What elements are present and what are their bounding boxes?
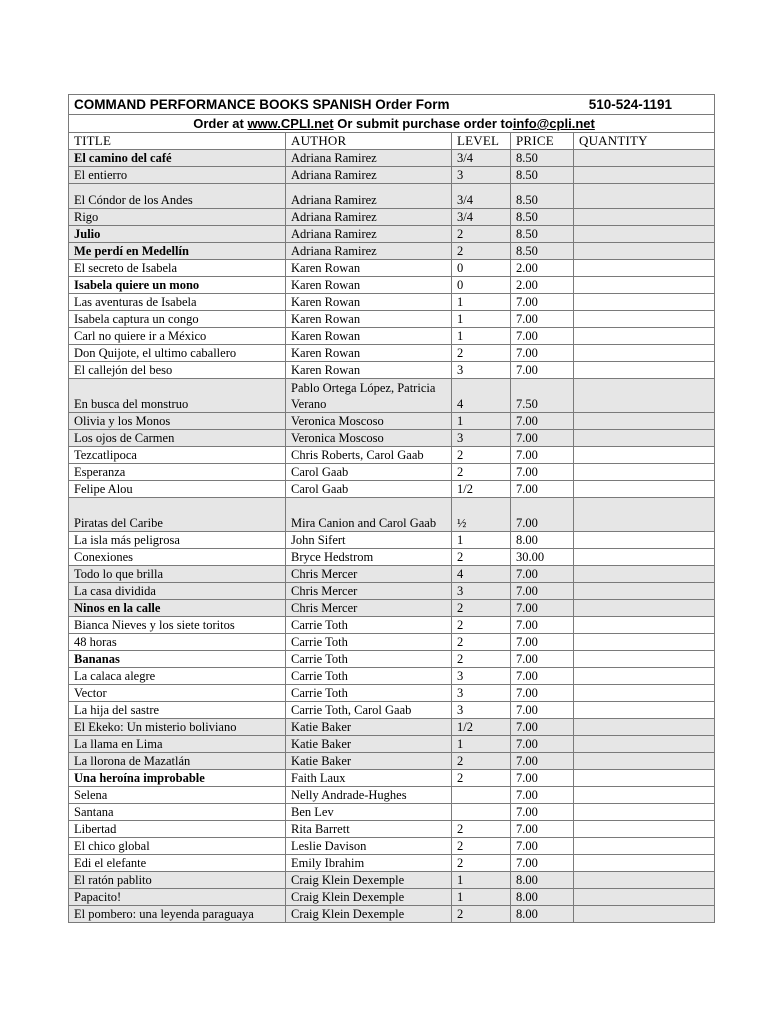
book-price-cell: 7.00	[511, 311, 574, 328]
book-price-cell: 8.00	[511, 872, 574, 889]
book-author-cell: Katie Baker	[286, 736, 452, 753]
book-title-cell: El secreto de Isabela	[69, 260, 286, 277]
book-price-cell: 8.00	[511, 906, 574, 923]
book-level-cell: 1	[452, 736, 511, 753]
book-title-cell: Isabela captura un congo	[69, 311, 286, 328]
book-author-cell: Katie Baker	[286, 719, 452, 736]
book-title-cell: El ratón pablito	[69, 872, 286, 889]
quantity-field[interactable]	[574, 617, 715, 634]
book-level-cell	[452, 787, 511, 804]
book-level-cell: 2	[452, 226, 511, 243]
book-price-cell: 7.00	[511, 634, 574, 651]
book-title-cell: El callejón del beso	[69, 362, 286, 379]
quantity-field[interactable]	[574, 345, 715, 362]
book-price-cell: 2.00	[511, 277, 574, 294]
book-price-cell: 8.50	[511, 209, 574, 226]
book-level-cell: 2	[452, 447, 511, 464]
book-title-cell: Una heroína improbable	[69, 770, 286, 787]
book-title-cell: Los ojos de Carmen	[69, 430, 286, 447]
book-price-cell: 7.00	[511, 617, 574, 634]
book-row	[69, 804, 715, 821]
book-row	[69, 379, 715, 413]
book-title-cell: Esperanza	[69, 464, 286, 481]
book-price-cell: 8.50	[511, 226, 574, 243]
book-level-cell	[452, 804, 511, 821]
book-row	[69, 702, 715, 719]
book-price-cell: 7.00	[511, 294, 574, 311]
book-level-cell: 2	[452, 821, 511, 838]
book-price-cell: 7.00	[511, 770, 574, 787]
book-title-cell: Me perdí en Medellín	[69, 243, 286, 260]
book-level-cell: 1	[452, 889, 511, 906]
book-price-cell: 7.50	[511, 379, 574, 413]
book-title-cell: La llama en Lima	[69, 736, 286, 753]
book-level-cell: 3	[452, 362, 511, 379]
book-row	[69, 838, 715, 855]
book-level-cell: 1	[452, 294, 511, 311]
book-author-cell: Carrie Toth	[286, 617, 452, 634]
book-title-cell: Libertad	[69, 821, 286, 838]
book-level-cell: 2	[452, 838, 511, 855]
book-author-cell: Carol Gaab	[286, 464, 452, 481]
column-header-price: PRICE	[511, 133, 574, 150]
book-title-cell: Rigo	[69, 209, 286, 226]
book-title-cell: Papacito!	[69, 889, 286, 906]
form-title-cell	[69, 95, 715, 115]
form-title: COMMAND PERFORMANCE BOOKS SPANISH Order Form	[74, 97, 450, 112]
book-title-cell: Santana	[69, 804, 286, 821]
quantity-field[interactable]	[574, 685, 715, 702]
quantity-field[interactable]	[574, 549, 715, 566]
book-price-cell: 7.00	[511, 413, 574, 430]
quantity-field[interactable]	[574, 566, 715, 583]
quantity-field[interactable]	[574, 260, 715, 277]
book-title-cell: En busca del monstruo	[69, 379, 286, 413]
quantity-field[interactable]	[574, 277, 715, 294]
book-author-cell: Chris Mercer	[286, 566, 452, 583]
book-title-cell: Felipe Alou	[69, 481, 286, 498]
quantity-field[interactable]	[574, 226, 715, 243]
order-middle-text: Or submit purchase order to	[337, 116, 513, 131]
book-row	[69, 719, 715, 736]
quantity-field[interactable]	[574, 600, 715, 617]
book-title-cell: El Ekeko: Un misterio boliviano	[69, 719, 286, 736]
book-author-cell: Adriana Ramirez	[286, 184, 452, 209]
book-title-cell: Las aventuras de Isabela	[69, 294, 286, 311]
book-author-cell: Adriana Ramirez	[286, 209, 452, 226]
book-author-cell: Karen Rowan	[286, 345, 452, 362]
book-row	[69, 447, 715, 464]
book-row	[69, 600, 715, 617]
quantity-field[interactable]	[574, 634, 715, 651]
book-price-cell: 7.00	[511, 651, 574, 668]
order-info-cell	[69, 115, 715, 133]
book-row	[69, 770, 715, 787]
book-title-cell: Selena	[69, 787, 286, 804]
book-title-cell: La casa dividida	[69, 583, 286, 600]
quantity-field[interactable]	[574, 702, 715, 719]
book-author-cell: Chris Mercer	[286, 600, 452, 617]
book-author-cell: Adriana Ramirez	[286, 167, 452, 184]
quantity-field[interactable]	[574, 821, 715, 838]
book-title-cell: Todo lo que brilla	[69, 566, 286, 583]
book-author-cell: Veronica Moscoso	[286, 413, 452, 430]
book-title-cell: Isabela quiere un mono	[69, 277, 286, 294]
book-title-cell: Vector	[69, 685, 286, 702]
book-title-cell: El pombero: una leyenda paraguaya	[69, 906, 286, 923]
book-row	[69, 685, 715, 702]
book-price-cell: 8.50	[511, 167, 574, 184]
book-title-cell: El chico global	[69, 838, 286, 855]
book-title-cell: El camino del café	[69, 150, 286, 167]
book-row	[69, 430, 715, 447]
book-author-cell: Pablo Ortega López, Patricia Verano	[286, 379, 452, 413]
book-row	[69, 277, 715, 294]
book-author-cell: Karen Rowan	[286, 294, 452, 311]
book-level-cell: 3	[452, 702, 511, 719]
book-author-cell: John Sifert	[286, 532, 452, 549]
book-price-cell: 7.00	[511, 464, 574, 481]
book-level-cell: 1	[452, 311, 511, 328]
book-title-cell: El Cóndor de los Andes	[69, 184, 286, 209]
quantity-field[interactable]	[574, 719, 715, 736]
book-row	[69, 311, 715, 328]
quantity-field[interactable]	[574, 328, 715, 345]
book-author-cell: Ben Lev	[286, 804, 452, 821]
book-author-cell: Karen Rowan	[286, 362, 452, 379]
book-level-cell: 0	[452, 277, 511, 294]
book-level-cell: 2	[452, 600, 511, 617]
book-author-cell: Faith Laux	[286, 770, 452, 787]
book-title-cell: Don Quijote, el ultimo caballero	[69, 345, 286, 362]
book-author-cell: Carrie Toth	[286, 685, 452, 702]
quantity-field[interactable]	[574, 311, 715, 328]
book-level-cell: 2	[452, 243, 511, 260]
order-prefix: Order at	[193, 116, 244, 131]
book-price-cell: 7.00	[511, 753, 574, 770]
book-row	[69, 787, 715, 804]
book-author-cell: Karen Rowan	[286, 311, 452, 328]
book-price-cell: 7.00	[511, 481, 574, 498]
quantity-field[interactable]	[574, 736, 715, 753]
book-author-cell: Adriana Ramirez	[286, 226, 452, 243]
book-row	[69, 345, 715, 362]
book-row	[69, 753, 715, 770]
book-level-cell: 3	[452, 668, 511, 685]
quantity-field[interactable]	[574, 243, 715, 260]
book-author-cell: Craig Klein Dexemple	[286, 872, 452, 889]
book-title-cell: La llorona de Mazatlán	[69, 753, 286, 770]
book-level-cell: 2	[452, 753, 511, 770]
column-header-level: LEVEL	[452, 133, 511, 150]
book-level-cell: 1	[452, 872, 511, 889]
book-author-cell: Karen Rowan	[286, 277, 452, 294]
quantity-field[interactable]	[574, 464, 715, 481]
book-level-cell: 0	[452, 260, 511, 277]
book-level-cell: 1/2	[452, 481, 511, 498]
book-price-cell: 7.00	[511, 719, 574, 736]
book-price-cell: 7.00	[511, 498, 574, 532]
quantity-field[interactable]	[574, 838, 715, 855]
book-author-cell: Carrie Toth	[286, 651, 452, 668]
quantity-field[interactable]	[574, 668, 715, 685]
quantity-field[interactable]	[574, 855, 715, 872]
book-row	[69, 413, 715, 430]
book-price-cell: 7.00	[511, 736, 574, 753]
quantity-field[interactable]	[574, 184, 715, 209]
book-price-cell: 30.00	[511, 549, 574, 566]
book-row	[69, 209, 715, 226]
book-level-cell: 3	[452, 430, 511, 447]
book-row	[69, 294, 715, 311]
book-price-cell: 7.00	[511, 345, 574, 362]
quantity-field[interactable]	[574, 167, 715, 184]
book-level-cell: 2	[452, 549, 511, 566]
book-price-cell: 8.50	[511, 150, 574, 167]
book-title-cell: Edi el elefante	[69, 855, 286, 872]
book-row	[69, 617, 715, 634]
book-level-cell: 2	[452, 464, 511, 481]
book-author-cell: Carrie Toth	[286, 634, 452, 651]
book-row	[69, 634, 715, 651]
book-level-cell: 3	[452, 685, 511, 702]
book-row	[69, 583, 715, 600]
book-price-cell: 7.00	[511, 787, 574, 804]
book-row	[69, 243, 715, 260]
book-title-cell: Tezcatlipoca	[69, 447, 286, 464]
book-title-cell: 48 horas	[69, 634, 286, 651]
book-row	[69, 184, 715, 209]
book-level-cell: 3	[452, 583, 511, 600]
book-row	[69, 328, 715, 345]
book-level-cell: ½	[452, 498, 511, 532]
book-level-cell: 2	[452, 906, 511, 923]
book-author-cell: Rita Barrett	[286, 821, 452, 838]
book-title-cell: La hija del sastre	[69, 702, 286, 719]
book-author-cell: Carrie Toth	[286, 668, 452, 685]
form-title-row	[69, 95, 715, 115]
quantity-field[interactable]	[574, 294, 715, 311]
book-price-cell: 7.00	[511, 328, 574, 345]
book-author-cell: Katie Baker	[286, 753, 452, 770]
book-level-cell: 1	[452, 532, 511, 549]
book-row	[69, 736, 715, 753]
book-row	[69, 855, 715, 872]
book-level-cell: 2	[452, 345, 511, 362]
book-title-cell: Conexiones	[69, 549, 286, 566]
book-author-cell: Adriana Ramirez	[286, 243, 452, 260]
book-price-cell: 7.00	[511, 855, 574, 872]
quantity-field[interactable]	[574, 804, 715, 821]
quantity-field[interactable]	[574, 447, 715, 464]
book-author-cell: Carrie Toth, Carol Gaab	[286, 702, 452, 719]
book-author-cell: Veronica Moscoso	[286, 430, 452, 447]
book-level-cell: 4	[452, 566, 511, 583]
book-author-cell: Craig Klein Dexemple	[286, 906, 452, 923]
book-price-cell: 7.00	[511, 362, 574, 379]
book-author-cell: Karen Rowan	[286, 328, 452, 345]
book-author-cell: Karen Rowan	[286, 260, 452, 277]
quantity-field[interactable]	[574, 583, 715, 600]
book-row	[69, 651, 715, 668]
book-price-cell: 8.00	[511, 889, 574, 906]
quantity-field[interactable]	[574, 498, 715, 532]
book-level-cell: 2	[452, 634, 511, 651]
book-row	[69, 464, 715, 481]
quantity-field[interactable]	[574, 787, 715, 804]
book-price-cell: 8.50	[511, 184, 574, 209]
book-row	[69, 498, 715, 532]
book-level-cell: 4	[452, 379, 511, 413]
book-price-cell: 7.00	[511, 838, 574, 855]
book-price-cell: 7.00	[511, 804, 574, 821]
phone-number: 510-524-1191	[588, 97, 673, 112]
quantity-field[interactable]	[574, 532, 715, 549]
book-row	[69, 167, 715, 184]
book-price-cell: 7.00	[511, 685, 574, 702]
book-row	[69, 226, 715, 243]
book-level-cell: 2	[452, 651, 511, 668]
book-row	[69, 532, 715, 549]
book-title-cell: Julio	[69, 226, 286, 243]
book-price-cell: 8.50	[511, 243, 574, 260]
book-price-cell: 7.00	[511, 583, 574, 600]
quantity-field[interactable]	[574, 362, 715, 379]
quantity-field[interactable]	[574, 651, 715, 668]
book-author-cell: Emily Ibrahim	[286, 855, 452, 872]
book-row	[69, 872, 715, 889]
book-level-cell: 1	[452, 328, 511, 345]
book-price-cell: 8.00	[511, 532, 574, 549]
book-title-cell: El entierro	[69, 167, 286, 184]
order-email-link[interactable]: info@cpli.net	[512, 116, 595, 131]
book-author-cell: Nelly Andrade-Hughes	[286, 787, 452, 804]
book-title-cell: La isla más peligrosa	[69, 532, 286, 549]
book-level-cell: 1	[452, 413, 511, 430]
book-row	[69, 362, 715, 379]
book-price-cell: 7.00	[511, 702, 574, 719]
book-price-cell: 7.00	[511, 430, 574, 447]
order-url-link[interactable]: www.CPLI.net	[247, 116, 334, 131]
column-header-row	[69, 133, 715, 150]
book-price-cell: 7.00	[511, 566, 574, 583]
quantity-field[interactable]	[574, 906, 715, 923]
book-row	[69, 260, 715, 277]
quantity-field[interactable]	[574, 430, 715, 447]
book-author-cell: Craig Klein Dexemple	[286, 889, 452, 906]
column-header-title: TITLE	[69, 133, 286, 150]
book-author-cell: Bryce Hedstrom	[286, 549, 452, 566]
book-price-cell: 7.00	[511, 821, 574, 838]
quantity-field[interactable]	[574, 379, 715, 413]
book-level-cell: 1/2	[452, 719, 511, 736]
book-title-cell: Ninos en la calle	[69, 600, 286, 617]
book-row	[69, 906, 715, 923]
book-author-cell: Mira Canion and Carol Gaab	[286, 498, 452, 532]
book-price-cell: 7.00	[511, 668, 574, 685]
book-level-cell: 3/4	[452, 150, 511, 167]
book-title-cell: Bananas	[69, 651, 286, 668]
quantity-field[interactable]	[574, 872, 715, 889]
quantity-field[interactable]	[574, 770, 715, 787]
quantity-field[interactable]	[574, 889, 715, 906]
book-title-cell: Carl no quiere ir a México	[69, 328, 286, 345]
quantity-field[interactable]	[574, 753, 715, 770]
book-title-cell: Olivia y los Monos	[69, 413, 286, 430]
book-level-cell: 3	[452, 167, 511, 184]
book-author-cell: Chris Mercer	[286, 583, 452, 600]
book-row	[69, 566, 715, 583]
book-level-cell: 3/4	[452, 184, 511, 209]
book-title-cell: La calaca alegre	[69, 668, 286, 685]
book-row	[69, 821, 715, 838]
quantity-field[interactable]	[574, 150, 715, 167]
book-row	[69, 889, 715, 906]
book-row	[69, 549, 715, 566]
book-title-cell: Bianca Nieves y los siete toritos	[69, 617, 286, 634]
order-form-table	[68, 94, 715, 923]
book-row	[69, 668, 715, 685]
book-row	[69, 481, 715, 498]
book-row	[69, 150, 715, 167]
book-price-cell: 7.00	[511, 600, 574, 617]
order-info-row	[69, 115, 715, 133]
book-author-cell: Carol Gaab	[286, 481, 452, 498]
book-price-cell: 7.00	[511, 447, 574, 464]
book-level-cell: 2	[452, 855, 511, 872]
book-level-cell: 3/4	[452, 209, 511, 226]
quantity-field[interactable]	[574, 481, 715, 498]
column-header-quantity: QUANTITY	[574, 133, 715, 150]
book-author-cell: Leslie Davison	[286, 838, 452, 855]
book-level-cell: 2	[452, 770, 511, 787]
book-title-cell: Piratas del Caribe	[69, 498, 286, 532]
book-author-cell: Adriana Ramirez	[286, 150, 452, 167]
quantity-field[interactable]	[574, 413, 715, 430]
book-level-cell: 2	[452, 617, 511, 634]
book-author-cell: Chris Roberts, Carol Gaab	[286, 447, 452, 464]
book-price-cell: 2.00	[511, 260, 574, 277]
quantity-field[interactable]	[574, 209, 715, 226]
column-header-author: AUTHOR	[286, 133, 452, 150]
